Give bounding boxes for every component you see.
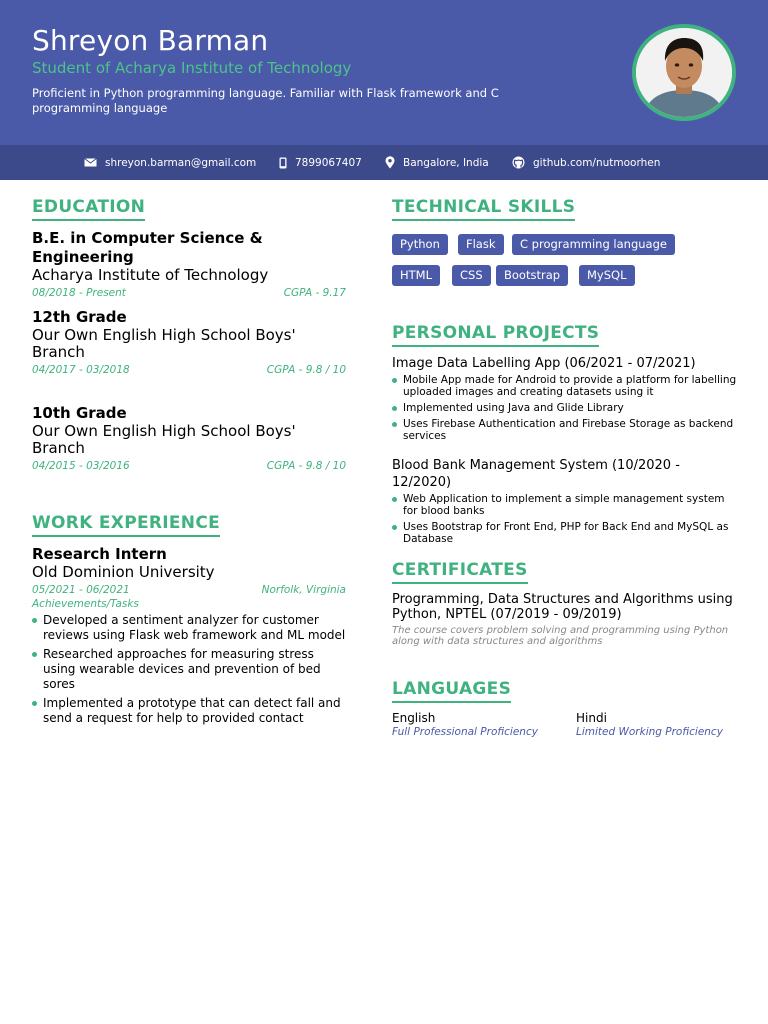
language-level: Limited Working Proficiency bbox=[576, 726, 723, 738]
phone-icon bbox=[279, 157, 287, 169]
full-name: Shreyon Barman bbox=[32, 24, 269, 57]
education-score: CGPA - 9.8 / 10 bbox=[266, 460, 346, 472]
work-location: Norfolk, Virginia bbox=[261, 584, 346, 596]
work-meta bbox=[32, 584, 346, 596]
skill-tag: CSS bbox=[452, 265, 491, 286]
summary: Proficient in Python programming language. Familiar with Flask framework and C programming language bbox=[32, 86, 499, 115]
language-level: Full Professional Proficiency bbox=[392, 726, 538, 738]
work-entry bbox=[32, 545, 346, 730]
institution-name: Our Own English High School Boys' Branch bbox=[32, 422, 296, 457]
project-title: Image Data Labelling App (06/2021 - 07/2021) bbox=[392, 356, 696, 371]
skill-tag: Python bbox=[392, 234, 448, 255]
tasks-label-row bbox=[32, 598, 346, 610]
github-text: github.com/nutmoorhen bbox=[533, 156, 661, 169]
list-item: Implemented using Java and Glide Library bbox=[392, 402, 737, 414]
skill-tag: Bootstrap bbox=[496, 265, 568, 286]
education-score: CGPA - 9.8 / 10 bbox=[266, 364, 346, 376]
avatar-portrait bbox=[636, 28, 732, 117]
organization-name: Old Dominion University bbox=[32, 563, 215, 581]
list-item: Uses Bootstrap for Front End, PHP for Back End and MySQL as Database bbox=[392, 521, 737, 545]
contact-phone[interactable] bbox=[279, 154, 362, 171]
language-name: English bbox=[392, 711, 436, 725]
education-score: CGPA - 9.17 bbox=[283, 287, 346, 299]
education-entry bbox=[32, 229, 346, 299]
github-icon bbox=[512, 156, 525, 169]
contact-email[interactable] bbox=[84, 154, 256, 171]
degree-title: 12th Grade bbox=[32, 308, 127, 326]
list-item: Web Application to implement a simple management system for blood banks bbox=[392, 493, 737, 517]
certificate-entry bbox=[392, 592, 737, 647]
education-dates: 08/2018 - Present bbox=[32, 287, 126, 299]
education-dates: 04/2015 - 03/2016 bbox=[32, 460, 130, 472]
education-heading: EDUCATION bbox=[32, 197, 145, 221]
certificate-description: The course covers problem solving and programming using Python along with data structures and algorithms bbox=[392, 625, 729, 647]
contact-bar bbox=[0, 145, 768, 180]
institution-name: Our Own English High School Boys' Branch bbox=[32, 326, 296, 361]
job-role: Research Intern bbox=[32, 545, 167, 563]
certificate-title: Programming, Data Structures and Algorithms using Python, NPTEL (07/2019 - 09/2019) bbox=[392, 592, 733, 622]
work-dates: 05/2021 - 06/2021 bbox=[32, 584, 130, 596]
list-item: Uses Firebase Authentication and Firebase Storage as backend services bbox=[392, 418, 737, 442]
language-name: Hindi bbox=[576, 711, 607, 725]
project-entry bbox=[392, 457, 737, 549]
contact-github[interactable] bbox=[512, 154, 660, 171]
project-entry bbox=[392, 355, 737, 446]
education-entry bbox=[32, 308, 346, 376]
list-item: Mobile App made for Android to provide a platform for labelling uploaded images and creating datasets using it bbox=[392, 374, 737, 398]
language-entry bbox=[392, 711, 538, 738]
education-entry bbox=[32, 404, 346, 472]
tasks-label: Achievements/Tasks bbox=[32, 598, 139, 610]
contact-location bbox=[385, 154, 489, 171]
personal-projects-heading: PERSONAL PROJECTS bbox=[392, 323, 599, 347]
list-item: Researched approaches for measuring stress using wearable devices and prevention of bed sores bbox=[32, 647, 346, 692]
envelope-icon bbox=[84, 158, 97, 167]
education-meta bbox=[32, 364, 346, 376]
phone-text: 7899067407 bbox=[295, 156, 362, 169]
list-item: Implemented a prototype that can detect fall and send a request for help to provided contact bbox=[32, 696, 346, 726]
project-points bbox=[392, 374, 737, 442]
task-list bbox=[32, 613, 346, 726]
language-entry bbox=[576, 711, 723, 738]
education-meta bbox=[32, 460, 346, 472]
skill-tag: C programming language bbox=[512, 234, 675, 255]
location-text: Bangalore, India bbox=[403, 156, 489, 169]
skill-tag: Flask bbox=[458, 234, 504, 255]
institution-name: Acharya Institute of Technology bbox=[32, 266, 269, 284]
education-meta bbox=[32, 287, 346, 299]
project-title: Blood Bank Management System (10/2020 - 12/2020) bbox=[392, 458, 680, 490]
map-pin-icon bbox=[385, 156, 395, 169]
project-points bbox=[392, 493, 737, 545]
education-dates: 04/2017 - 03/2018 bbox=[32, 364, 130, 376]
languages-heading: LANGUAGES bbox=[392, 679, 511, 703]
degree-title: 10th Grade bbox=[32, 404, 127, 422]
degree-title: B.E. in Computer Science & Engineering bbox=[32, 229, 263, 266]
resume-header bbox=[0, 0, 768, 145]
list-item: Developed a sentiment analyzer for customer reviews using Flask web framework and ML model bbox=[32, 613, 346, 643]
profile-photo bbox=[632, 24, 736, 121]
headline: Student of Acharya Institute of Technology bbox=[32, 59, 352, 77]
certificates-heading: CERTIFICATES bbox=[392, 560, 528, 584]
skill-tag: MySQL bbox=[579, 265, 635, 286]
technical-skills-heading: TECHNICAL SKILLS bbox=[392, 197, 575, 221]
skill-tag: HTML bbox=[392, 265, 440, 286]
email-text: shreyon.barman@gmail.com bbox=[105, 156, 257, 169]
work-experience-heading: WORK EXPERIENCE bbox=[32, 513, 220, 537]
